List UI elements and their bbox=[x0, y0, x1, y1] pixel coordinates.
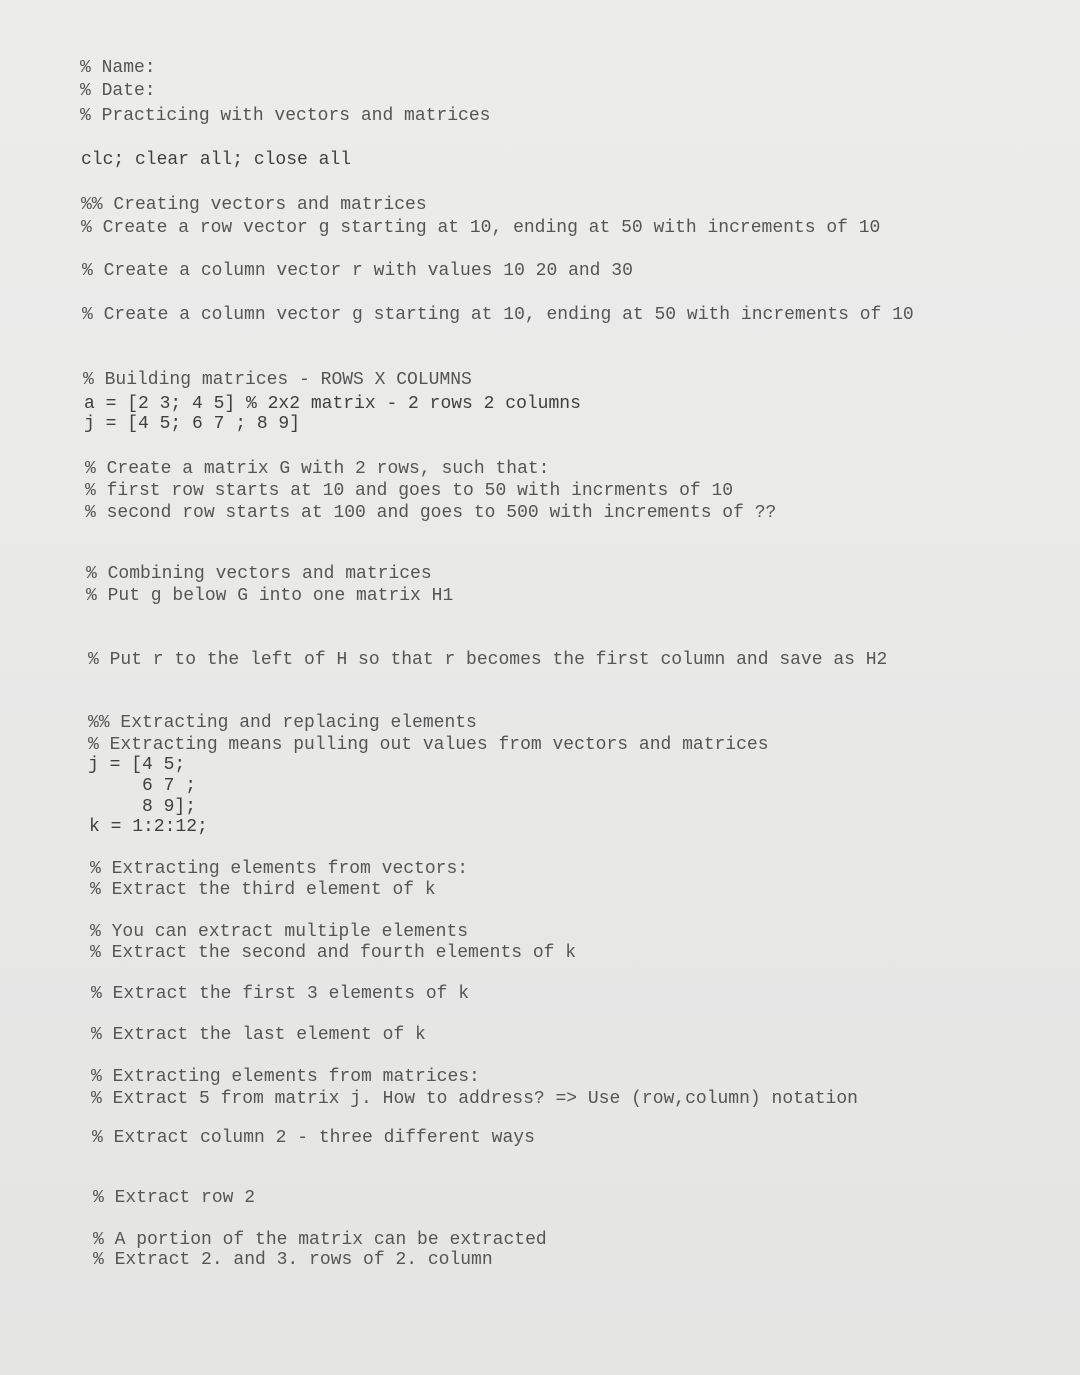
code-line[interactable]: % Extract 5 from matrix j. How to address? => Use (row,column) notation bbox=[91, 1089, 858, 1109]
code-line[interactable]: % Create a row vector g starting at 10, ending at 50 with increments of 10 bbox=[81, 218, 881, 238]
code-line[interactable]: % Extract column 2 - three different ways bbox=[92, 1128, 535, 1148]
code-line[interactable]: % Combining vectors and matrices bbox=[86, 564, 432, 584]
code-line[interactable]: j = [4 5; bbox=[88, 755, 186, 775]
code-line[interactable]: % Create a matrix G with 2 rows, such that: bbox=[85, 459, 550, 479]
code-line[interactable]: clc; clear all; close all bbox=[81, 150, 352, 170]
code-line[interactable]: % Extract the last element of k bbox=[91, 1025, 426, 1045]
code-line[interactable]: % Practicing with vectors and matrices bbox=[80, 106, 491, 126]
code-line[interactable]: % Extract the first 3 elements of k bbox=[91, 984, 470, 1004]
code-line[interactable]: % Building matrices - ROWS X COLUMNS bbox=[83, 370, 472, 390]
code-line[interactable]: %% Creating vectors and matrices bbox=[81, 195, 427, 215]
code-line[interactable]: % second row starts at 100 and goes to 500 with increments of ?? bbox=[85, 503, 777, 523]
code-line[interactable]: % Extracting means pulling out values from vectors and matrices bbox=[88, 735, 769, 755]
code-line[interactable]: %% Extracting and replacing elements bbox=[88, 713, 477, 733]
code-line[interactable]: % Date: bbox=[80, 81, 156, 101]
code-line[interactable]: % Create a column vector g starting at 10, ending at 50 with increments of 10 bbox=[82, 305, 914, 325]
code-line[interactable]: % Extracting elements from matrices: bbox=[91, 1067, 480, 1087]
code-line[interactable]: % first row starts at 10 and goes to 50 with incrments of 10 bbox=[85, 481, 734, 501]
code-line[interactable]: 6 7 ; bbox=[88, 776, 197, 796]
code-line[interactable]: % Put r to the left of H so that r becomes the first column and save as H2 bbox=[88, 650, 888, 670]
code-line[interactable]: % Name: bbox=[80, 58, 156, 78]
code-line[interactable]: a = [2 3; 4 5] % 2x2 matrix - 2 rows 2 columns bbox=[84, 394, 581, 414]
code-line[interactable]: % Extract the second and fourth elements of k bbox=[90, 943, 577, 963]
code-line[interactable]: % Extract 2. and 3. rows of 2. column bbox=[93, 1250, 493, 1270]
code-line[interactable]: j = [4 5; 6 7 ; 8 9] bbox=[84, 414, 301, 434]
code-line[interactable]: % Extract the third element of k bbox=[90, 880, 436, 900]
code-line[interactable]: % Extract row 2 bbox=[93, 1188, 256, 1208]
code-line[interactable]: % Extracting elements from vectors: bbox=[90, 859, 469, 879]
code-line[interactable]: % Create a column vector r with values 10 20 and 30 bbox=[82, 261, 633, 281]
code-line[interactable]: k = 1:2:12; bbox=[89, 817, 208, 837]
code-line[interactable]: 8 9]; bbox=[88, 797, 197, 817]
code-line[interactable]: % You can extract multiple elements bbox=[90, 922, 469, 942]
code-line[interactable]: % Put g below G into one matrix H1 bbox=[86, 586, 454, 606]
code-line[interactable]: % A portion of the matrix can be extracted bbox=[93, 1230, 547, 1250]
